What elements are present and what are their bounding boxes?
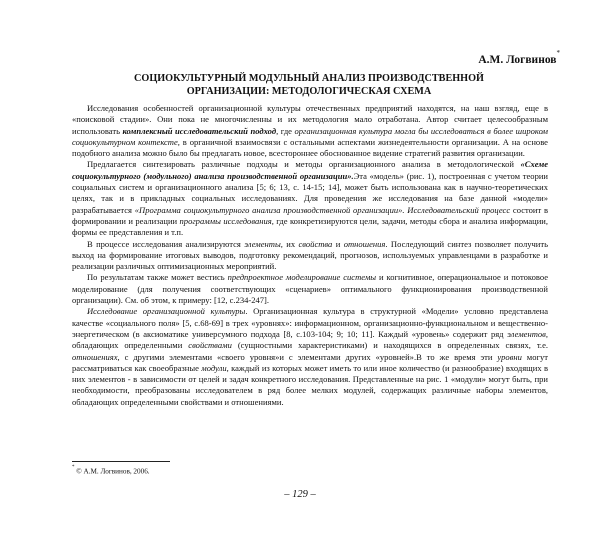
text-run: , в органичной взаимосвязи с остальными аспектами жизнедеятельности организации. А на основе подобного анализа можно было бы предлагать новое, всестороннее обоснованное видение стратегий развития организации. (72, 136, 548, 159)
text-run: , где (276, 125, 295, 136)
text-run: состоит в формировании и реализации (72, 204, 548, 226)
text-run: В процессе исследования анализируются (87, 238, 245, 249)
text-run: , каждый из которых может иметь то или иное количество (и разнообразие) входящих в них элементов - в зависимости от целей и задач конкретного исследования. Представленные на рис. 1 «модули» могут быть, при необходимости, преобразованы исследователем в ряд более мелких модулей, содержащих различные наборы элементов, обладающих определенными свойствами и отношениями. (72, 362, 548, 407)
title-line-2: ОРГАНИЗАЦИИ: МЕТОДОЛОГИЧЕСКАЯ СХЕМА (186, 85, 432, 97)
text-run: «Схеме социокультурного (модульного) анализа производственной организации». (72, 159, 548, 181)
text-run: элементы (244, 238, 281, 249)
text-run: . Последующий синтез позволяет получить выход на формирование итоговых выводов, подготовку рекомендаций, прогнозов, используемых управленцами в разработке и реализации различных оптимизационных мероприятий. (72, 238, 548, 272)
text-run: элементов (507, 328, 546, 339)
text-run: Исследования особенностей организационной культуры отечественных предприятий находятся, на наш взгляд, еще в «поисковой стадии». Они пока не многочисленны и их методология мало отработана. Автор считает целесообразным использовать (72, 103, 548, 136)
footnote (72, 465, 150, 476)
text-run: свойства (298, 238, 333, 249)
text-run: отношениях (72, 351, 118, 362)
text-run: могут рассматриваться как своеобразные (72, 351, 548, 373)
text-run: свойствами (188, 340, 232, 351)
body-paragraph (72, 272, 548, 306)
body-paragraph (72, 239, 548, 273)
footnote-text: © А.М. Логвинов, 2006. (74, 467, 150, 476)
text-run: предпроектное моделирование системы (227, 272, 377, 283)
body-paragraph (72, 159, 548, 238)
text-run: . Организационная культура в структурной «Модели» условно представлена качестве «социального поля» [5, с.68-69] в трех «уровнях»: информационном, организационно-функциональном и вещественно-энергетическом (в аксиоматике универсумного подхода [8, с.103-104; 9; 10; 11]. Каждый «уровень» содержит ряд (72, 306, 548, 339)
text-run: , обладающих определенными (72, 328, 548, 351)
article-title (60, 73, 558, 98)
body-paragraph (72, 306, 548, 408)
text-run: и (332, 238, 344, 249)
footnote-divider (72, 461, 170, 462)
text-run: Эта «модель» (рис. 1), построенная с учетом теории социальных систем и организационного анализа [5; 6; 13, с. 14-15; 14], может быть использована как в научно-теоретических целях, так и в прикладных социальных исследованиях. Для проведения же исследования на базе данной «модели» разрабатывается (72, 170, 548, 215)
title-line-1: СОЦИОКУЛЬТУРНЫЙ МОДУЛЬНЫЙ АНАЛИЗ ПРОИЗВОДСТВЕННОЙ (134, 73, 484, 84)
author-text: А.М. Логвинов (478, 53, 557, 66)
text-run: модули (201, 362, 227, 373)
body-paragraph (72, 103, 548, 159)
text-run: комплексный исследовательский подход (122, 125, 277, 136)
text-run: , где конкретизируются цели, задачи, методы сбора и анализа информации, формы ее представления и т.п. (72, 215, 548, 238)
text-run: программы исследования (179, 215, 272, 226)
page-number: – 129 – (284, 489, 316, 500)
text-run: Исследование организационной культуры (87, 306, 246, 317)
text-run: и когнитивное, операциональное и потоковое моделирование (для получения соответствующих «сценариев» оптимального функционирования производственной организации). См. об этом, к примеру: [12, с.234-247]. (72, 272, 548, 306)
text-run: Предлагается синтезировать различные подходы и методы организационного анализа в методологической (87, 159, 521, 170)
footnote-mark: * (72, 465, 75, 470)
article-body (72, 103, 548, 408)
text-run: отношения (343, 238, 386, 249)
text-run: (сущностными характеристиками) и находящихся в определенных связях, т.е. (231, 340, 548, 351)
text-run: По результатам также может вестись (87, 272, 228, 283)
text-run: «Программа социокультурного анализа производственной организации». Исследовательский процесс (134, 204, 511, 215)
text-run: , с другими элементами «своего уровня»и с элементами других «уровней».В то же время эти (117, 351, 498, 362)
text-run: , их (280, 238, 299, 249)
author-footnote-mark: * (556, 49, 560, 57)
text-run: уровни (497, 351, 522, 362)
author-name (478, 49, 560, 67)
text-run: организационная культура могла бы исследоваться в более широком социокультурном контексте (72, 125, 548, 147)
